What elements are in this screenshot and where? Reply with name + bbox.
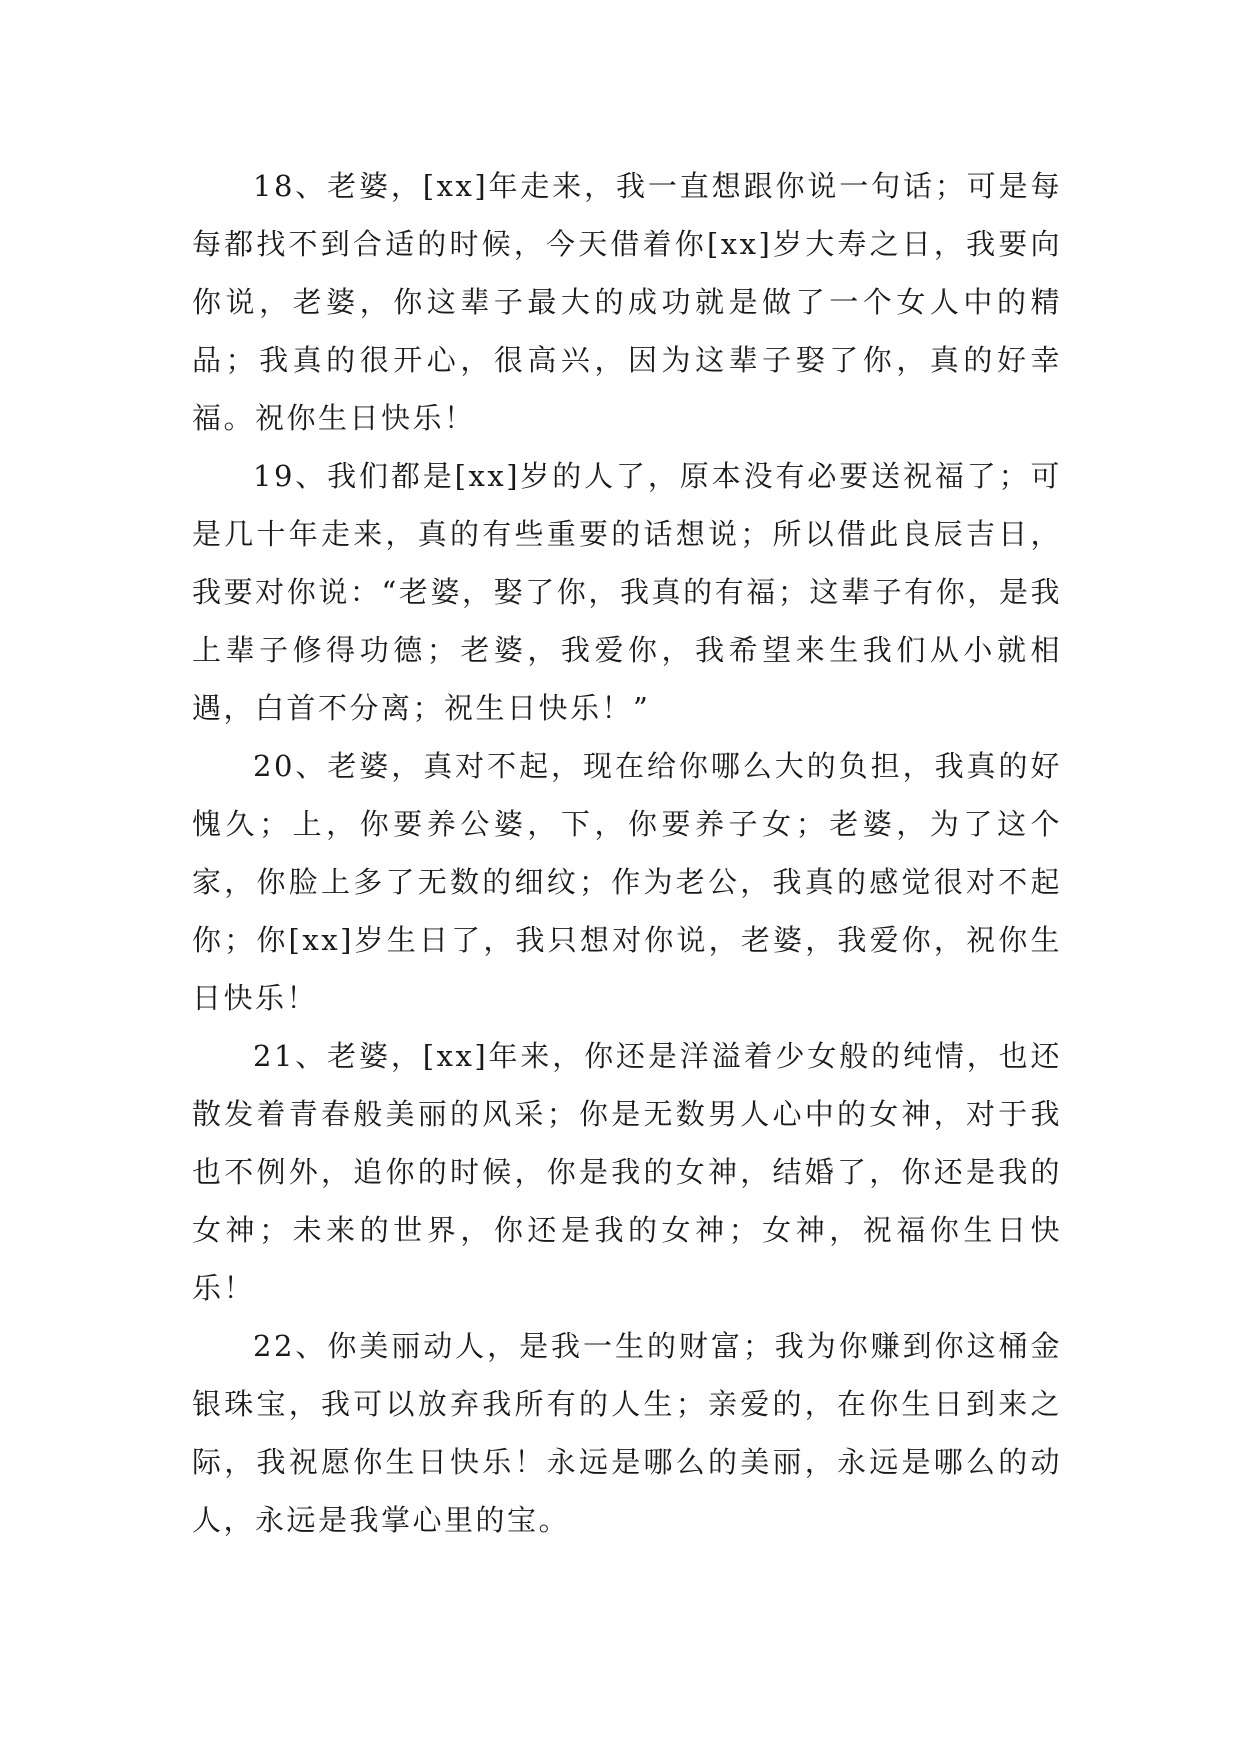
paragraph-22: 22、你美丽动人，是我一生的财富；我为你赚到你这桶金银珠宝，我可以放弃我所有的人生；亲爱的，在你生日到来之际，我祝愿你生日快乐！永远是哪么的美丽，永远是哪么的动人，永远是我掌心里的宝。 <box>192 1329 1062 1537</box>
paragraph-19: 19、我们都是[xx]岁的人了，原本没有必要送祝福了；可是几十年走来，真的有些重要的话想说；所以借此良辰吉日，我要对你说：“老婆，娶了你，我真的有福；这辈子有你，是我上辈子修得功德；老婆，我爱你，我希望来生我们从小就相遇，白首不分离；祝生日快乐！” <box>192 459 1062 725</box>
paragraph-21: 21、老婆，[xx]年来，你还是洋溢着少女般的纯情，也还散发着青春般美丽的风采；你是无数男人心中的女神，对于我也不例外，追你的时候，你是我的女神，结婚了，你还是我的女神；未来的世界，你还是我的女神；女神，祝福你生日快乐！ <box>192 1039 1062 1305</box>
document-body <box>192 157 1062 1549</box>
paragraph-18: 18、老婆，[xx]年走来，我一直想跟你说一句话；可是每每都找不到合适的时候，今天借着你[xx]岁大寿之日，我要向你说，老婆，你这辈子最大的成功就是做了一个女人中的精品；我真的很开心，很高兴，因为这辈子娶了你，真的好幸福。祝你生日快乐！ <box>192 169 1062 435</box>
paragraph-20: 20、老婆，真对不起，现在给你哪么大的负担，我真的好愧久；上，你要养公婆，下，你要养子女；老婆，为了这个家，你脸上多了无数的细纹；作为老公，我真的感觉很对不起你；你[xx]岁生日了，我只想对你说，老婆，我爱你，祝你生日快乐！ <box>192 749 1062 1015</box>
